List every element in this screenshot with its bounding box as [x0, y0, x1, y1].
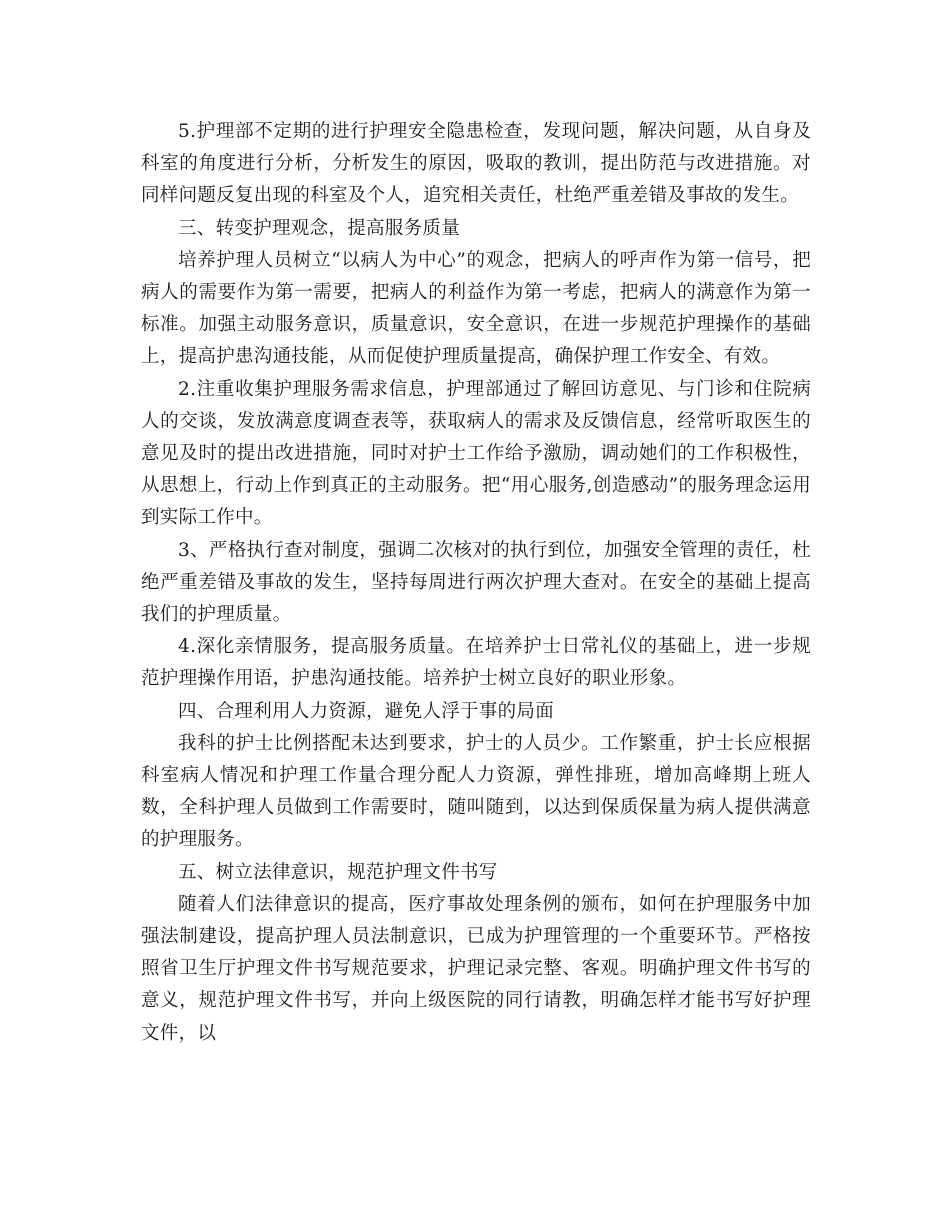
- paragraph-legal-awareness: 随着人们法律意识的提高，医疗事故处理条例的颁布，如何在护理服务中加强法制建设，提高护理人员法制意识，已成为护理管理的一个重要环节。严格按照省卫生厅护理文件书写规范要求，护理记录完整、客观。明确护理文件书写的意义，规范护理文件书写，并向上级医院的同行请教，明确怎样才能书写好护理文件，以: [141, 893, 811, 1044]
- paragraph-staffing: 我科的护士比例搭配未达到要求，护士的人员少。工作繁重，护士长应根据科室病人情况和护理工作量合理分配人力资源，弹性排班，增加高峰期上班人数，全科护理人员做到工作需要时，随叫随到，以达到保质保量为病人提供满意的护理服务。: [141, 732, 811, 851]
- section-heading-4: 四、合理利用人力资源，避免人浮于事的局面: [178, 700, 555, 722]
- paragraph-item-2-feedback: 2.注重收集护理服务需求信息，护理部通过了解回访意见、与门诊和住院病人的交谈，发放满意度调查表等，获取病人的需求及反馈信息，经常听取医生的意见及时的提出改进措施，同时对护士工作给予激励，调动她们的工作积极性，从思想上，行动上作到真正的主动服务。把“用心服务,创造感动”的服务理念运用到实际工作中。: [141, 378, 811, 529]
- paragraph-item-4-service: 4.深化亲情服务，提高服务质量。在培养护士日常礼仪的基础上，进一步规范护理操作用语，护患沟通技能。培养护士树立良好的职业形象。: [141, 636, 811, 690]
- paragraph-patient-centered: 培养护理人员树立“以病人为中心”的观念，把病人的呼声作为第一信号，把病人的需要作为第一需要，把病人的利益作为第一考虑，把病人的满意作为第一标准。加强主动服务意识，质量意识，安全意识，在进一步规范护理操作的基础上，提高护患沟通技能，从而促使护理质量提高，确保护理工作安全、有效。: [141, 249, 811, 368]
- paragraph-item-5-safety-check: 5.护理部不定期的进行护理安全隐患检查，发现问题，解决问题，从自身及科室的角度进行分析，分析发生的原因，吸取的教训，提出防范与改进措施。对同样问题反复出现的科室及个人，追究相关责任，杜绝严重差错及事故的发生。: [141, 121, 811, 207]
- paragraph-item-3-verification: 3、严格执行查对制度，强调二次核对的执行到位，加强安全管理的责任，杜绝严重差错及事故的发生，坚持每周进行两次护理大查对。在安全的基础上提高我们的护理质量。: [141, 539, 811, 626]
- document-body: [141, 116, 811, 1050]
- section-heading-3: 三、转变护理观念，提高服务质量: [178, 217, 461, 239]
- section-heading-5: 五、树立法律意识，规范护理文件书写: [178, 861, 498, 883]
